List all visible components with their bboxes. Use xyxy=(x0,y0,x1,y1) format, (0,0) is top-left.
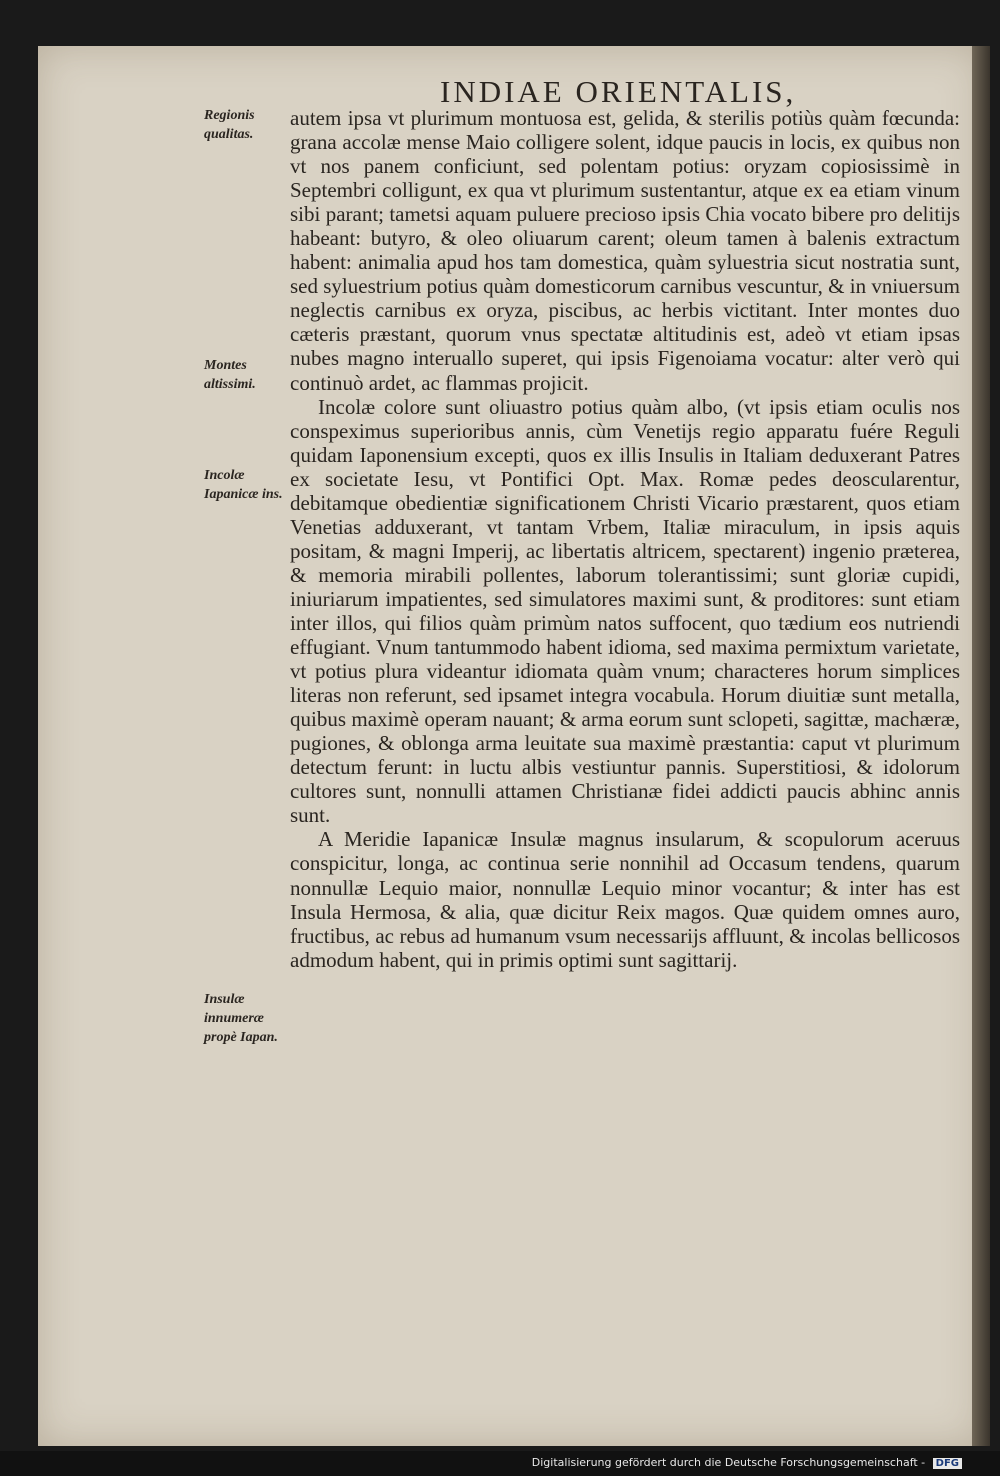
digitization-credit xyxy=(532,1456,962,1469)
footer-bar xyxy=(0,1451,1000,1476)
paragraph-1: autem ipsa vt plurimum montuosa est, gelida, & sterilis potiùs quàm fœcunda: grana accolæ mense Maio colligere solent, idque paucis in locis, ex quibus non vt nos panem conficiunt, sed polentam potius: oryzam copiosissimè in Septembri colligunt, ex qua vt plurimum sustentantur, atque ex ea etiam vinum sibi parant; tametsi aquam puluere precioso ipsis Chia vocato bibere pro delitijs habeant: butyro, & oleo oliuarum carent; oleum tamen à balenis extractum habent: animalia apud hos tam domestica, quàm syluestria sicut nostratia sunt, sed syluestrium potius quàm domesticorum carnibus vescuntur, & in vniuersum neglectis carnibus ex oryza, piscibus, ac herbis victitant. Inter montes duo cæteris præstant, quorum vnus spectatæ altitudinis est, adeò vt etiam ipsas nubes magno interuallo superet, qui ipsis Figenoiama vocatur: alter verò qui continuò ardet, ac flammas projicit. xyxy=(290,106,960,395)
paragraph-2: Incolæ colore sunt oliuastro potius quàm albo, (vt ipsis etiam oculis nos conspeximus superioribus annis, cùm Venetijs regio apparatu fuére Reguli quidam Iaponensium excepti, quos ex illis Insulis in Italiam deduxerant Patres ex societate Iesu, vt Pontifici Opt. Max. Romæ pedes deoscularentur, debitamque obedientiæ significationem Christi Vicario præstarent, quos etiam Venetias adduxerant, vt tantam Vrbem, Italiæ miraculum, in ipsis aquis positam, & magni Imperij, ac libertatis altricem, spectarent) ingenio præterea, & memoria mirabili pollentes, laborum tolerantissimi; sunt gloriæ cupidi, iniuriarum impatientes, sed simulatores maximi sunt, & proditores: sunt etiam inter illos, qui filios quàm primùm natos suffocent, quo tædium eos nutriendi effugiant. Vnum tantummodo habent idioma, sed maxima permixtum varietate, vt potius plura videantur idiomata quàm vnum; characteres horum simplices literas non referunt, sed ipsamet integra vocabula. Horum diuitiæ sunt metalla, quibus maximè operam nauant; & arma eorum sunt sclopeti, sagittæ, machæræ, pugiones, & oblonga arma leuitate sua maximè præstantia: caput vt plurimum detectum ferunt: in luctu albis vestiuntur pannis. Superstitiosi, & idolorum cultores sunt, nonnulli attamen Christianæ fidei addicti paucis abhinc annis sunt. xyxy=(290,394,960,828)
main-text xyxy=(290,106,960,972)
margin-note-inhabitants: Incolæ Iapanicæ ins. xyxy=(204,468,283,502)
credit-text: Digitalisierung gefördert durch die Deutsche Forschungsgemeinschaft - xyxy=(531,1456,926,1469)
margin-note-region: Regionis qualitas. xyxy=(204,108,255,142)
running-title: INDIAE ORIENTALIS, xyxy=(440,74,797,109)
page-edge xyxy=(972,46,990,1446)
paragraph-3: A Meridie Iapanicæ Insulæ magnus insularum, & scopulorum aceruus conspicitur, longa, ac continua serie nonnihil ad Occasum tendens, quarum nonnullæ Lequio maior, nonnullæ Lequio minor vocantur; & inter has est Insula Hermosa, & alia, quæ dicitur Reix magos. Quæ quidem omnes auro, fructibus, ac rebus ad humanum vsum necessarijs affluunt, & incolas bellicosos admodum habent, qui in primis optimi sunt sagittarij. xyxy=(290,827,960,972)
margin-note-mountains: Montes altissimi. xyxy=(204,358,256,392)
margin-note-islands: Insulæ innumeræ propè Iapan. xyxy=(204,992,278,1045)
dfg-logo: DFG xyxy=(933,1458,962,1469)
